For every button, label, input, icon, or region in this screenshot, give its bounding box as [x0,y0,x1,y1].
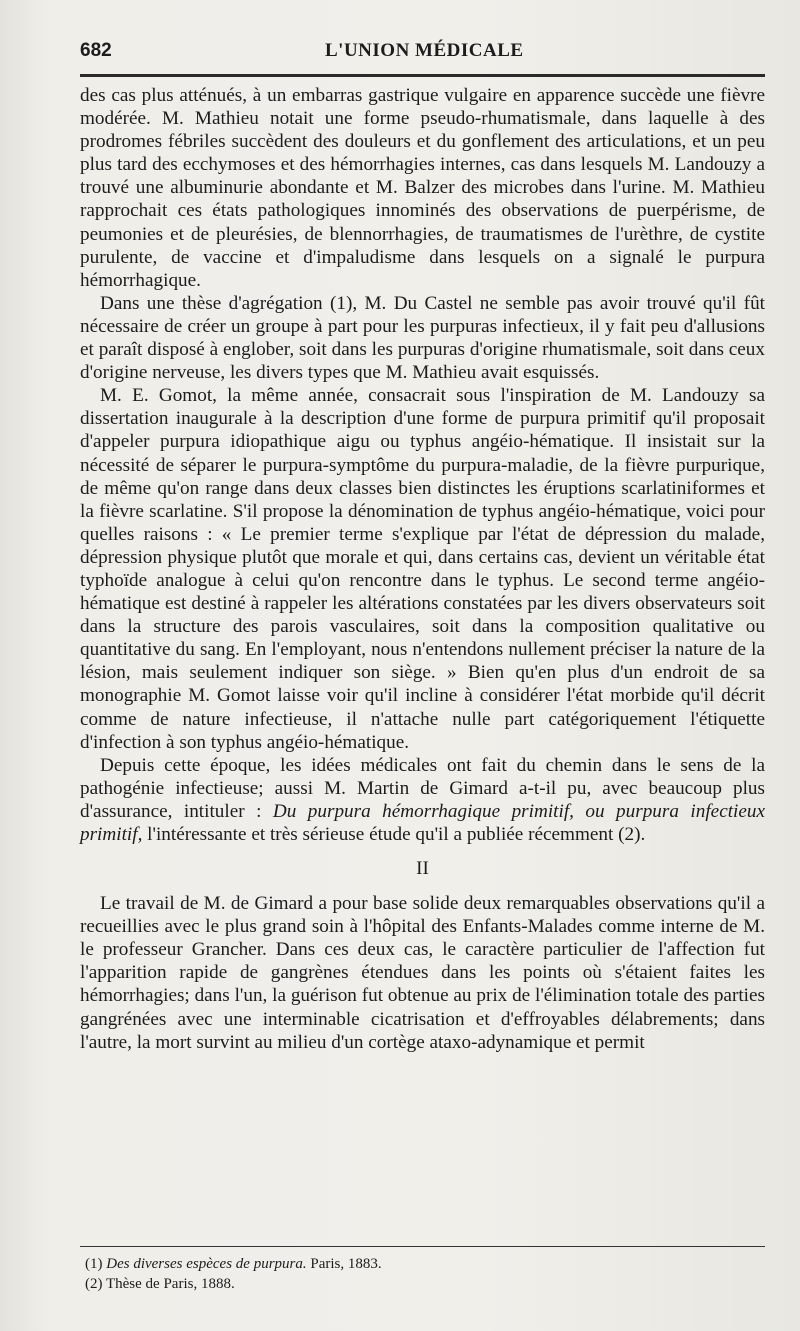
section-heading: II [416,858,429,880]
footnote-1-title: Des diverses espèces de purpura. [106,1256,307,1272]
footnote-1-number: (1) [85,1256,103,1272]
footnote-1-rest: Paris, 1883. [306,1256,382,1272]
header-rule [80,74,765,77]
paragraph-4-start: Depuis cette époque, les idées médicales ont fait du chemin dans le sens de la pathogénie infectieuse; aussi M. Martin de Gimard a-t-il pu, avec beaucoup plus d'assurance, intituler : [80,754,765,822]
footnote-1 [85,1254,685,1274]
paragraph-5: Le travail de M. de Gimard a pour base solide deux remarquables observations qu'il a recueillies avec le plus grand soin à l'hôpital des Enfants-Malades comme interne de M. le professeur Grancher. Dans ces deux cas, le caractère particulier de l'affection fut l'apparition rapide de gangrènes étendues dans les points où s'étaient faites les hémorrhagies; dans l'un, la guérison fut obtenue au prix de l'élimination totale des parties gangrénées avec une interminable cicatrisation et d'effroyables délabrements; dans l'autre, la mort survint au milieu d'un cortège ataxo-adynamique et permit [80,893,765,1053]
running-title: L'UNION MÉDICALE [325,40,524,61]
footnotes [85,1254,685,1294]
article-body [80,84,765,1054]
paragraph-1: des cas plus atténués, à un embarras gastrique vulgaire en apparence succède une fièvre modérée. M. Mathieu notait une forme pseudo-rhumatismale, dans laquelle à des prodromes fébriles succèdent des douleurs et du gonflement des articulations, et un peu plus tard des ecchymoses et des hémorrhagies internes, cas dans lesquels M. Landouzy a trouvé une albuminurie abondante et M. Balzer des microbes dans l'urine. M. Mathieu rapprochait ces états pathologiques innominés des observations de puerpérisme, de peumonies et de pleurésies, de blennorrhagies, de traumatismes de l'urèthre, de cystite purulente, de vaccine et d'impaludisme dans lesquels on a signalé le purpura hémorrhagique. [80,85,765,291]
footnote-rule [80,1246,765,1247]
paragraph-4-end: l'intéressante et très sérieuse étude qu'il a publiée récemment (2). [142,824,646,845]
paragraph-4 [80,754,765,846]
paragraph-2: Dans une thèse d'agrégation (1), M. Du Castel ne semble pas avoir trouvé qu'il fût nécessaire de créer un groupe à part pour les purpuras infectieux, il y fait peu d'allusions et paraît disposé à englober, soit dans les purpuras d'origine rhumatismale, soit dans ceux d'origine nerveuse, les divers types que M. Mathieu avait esquissés. [80,292,765,384]
page-number: 682 [80,40,112,61]
page-header [80,40,760,70]
paragraph-4-cited-title: Du purpura hémorrhagique primitif, ou purpura infectieux primitif, [80,800,765,845]
paragraph-3: M. E. Gomot, la même année, consacrait sous l'inspiration de M. Landouzy sa dissertation inaugurale à la description d'une forme de purpura primitif qu'il proposait d'appeler purpura idiopathique aigu ou typhus angéio-hématique. Il insistait sur la nécessité de séparer le purpura-symptôme du purpura-maladie, de la fièvre purpurique, de même qu'on range dans deux classes bien distinctes les éruptions scarlatiniformes et la fièvre scarlatine. S'il propose la dénomination de typhus angéio-hématique, voici pour quelles raisons : « Le premier terme s'explique par l'état de dépression du malade, dépression physique plutôt que morale et qui, dans certains cas, devient un véritable état typhoïde analogue à celui qu'on rencontre dans le typhus. Le second terme angéio-hématique est destiné à rappeler les altérations constatées par les divers observateurs soit dans la structure des parois vasculaires, soit dans la composition qualitative ou quantitative du sang. En l'employant, nous n'entendons nullement préciser la nature de la lésion, mais seulement indiquer son siège. » Bien qu'en plus d'un endroit de sa monographie M. Gomot laisse voir qu'il incline à considérer l'état morbide qu'il décrit comme de nature infectieuse, il n'attache nulle part catégoriquement l'étiquette d'infection à son typhus angéio-hématique. [80,385,765,753]
footnote-2: (2) Thèse de Paris, 1888. [85,1276,235,1292]
